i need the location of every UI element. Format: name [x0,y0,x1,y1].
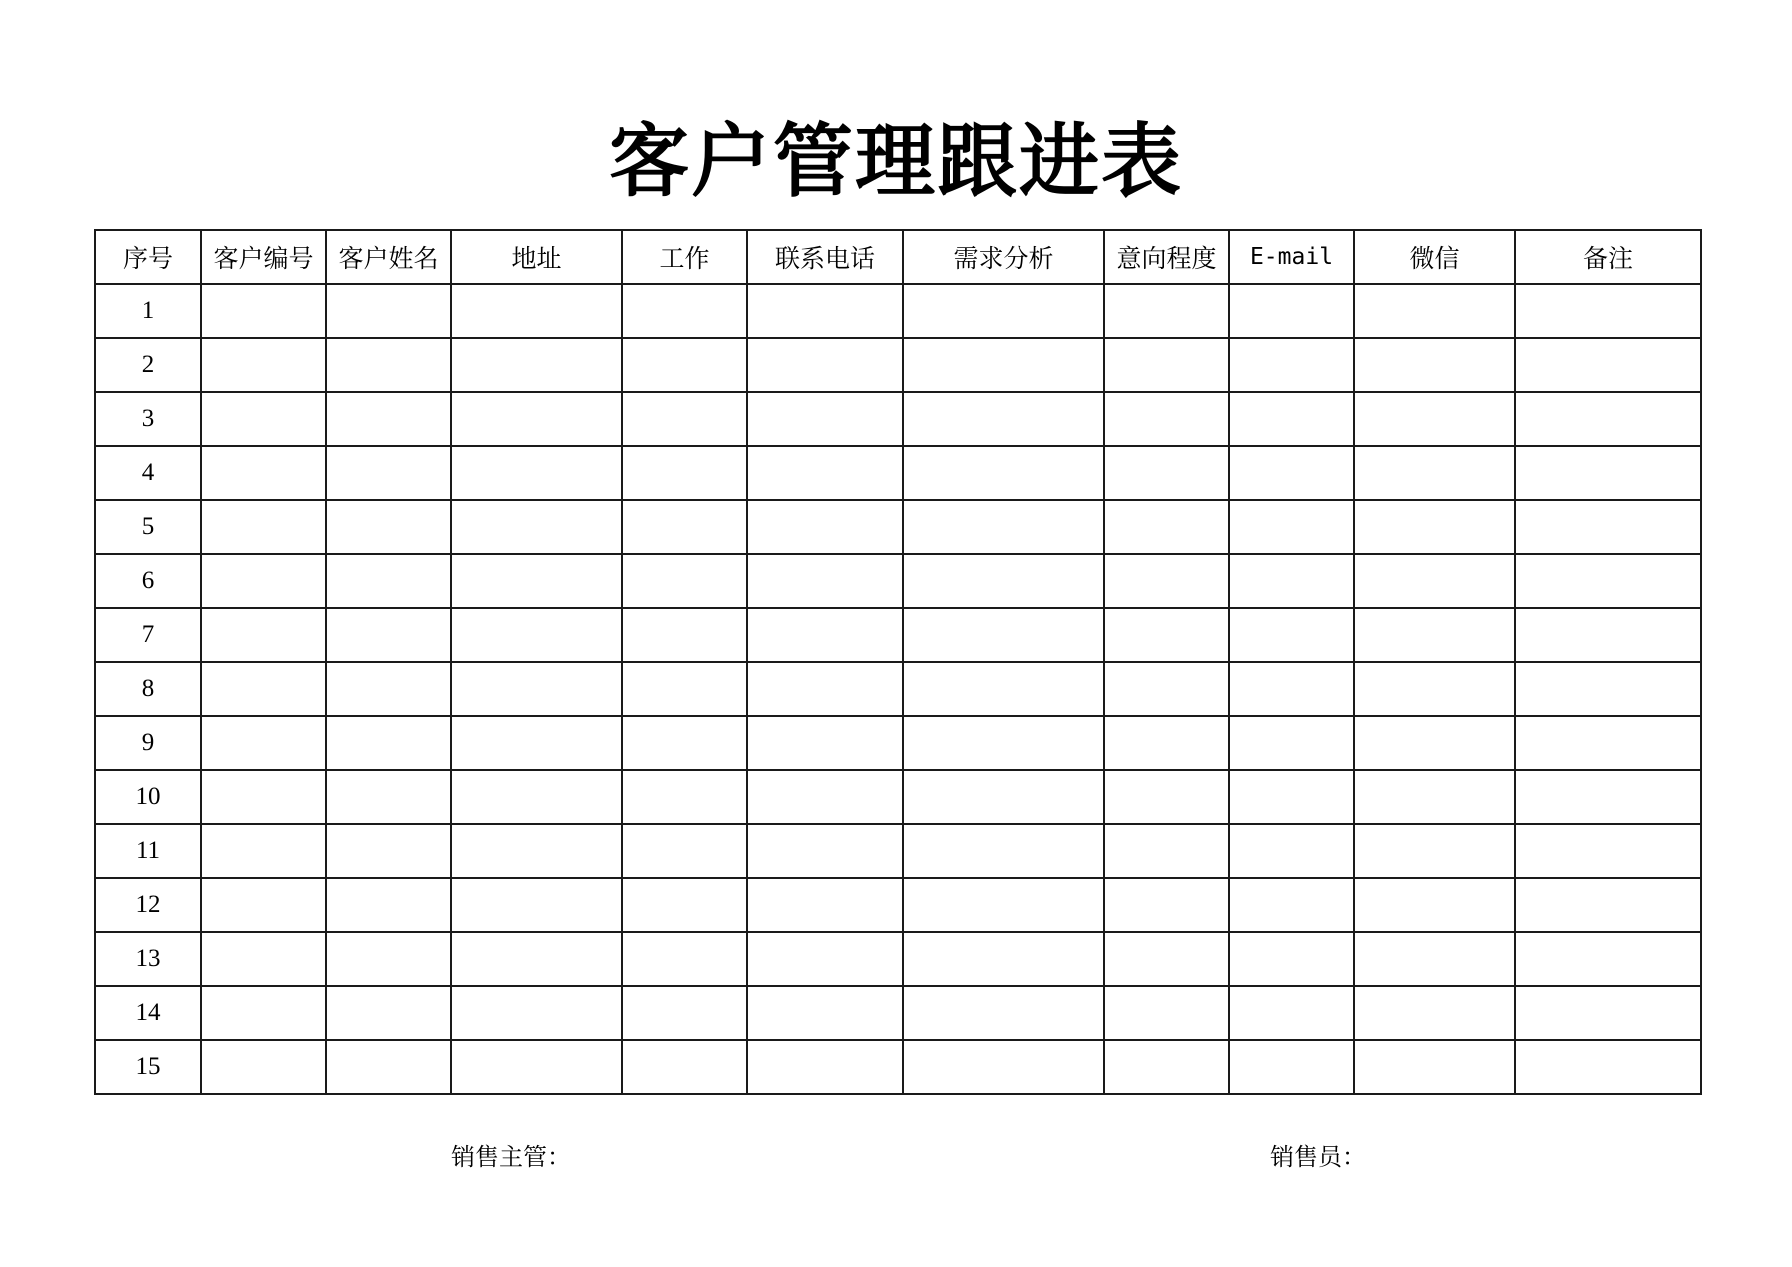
table-cell-empty[interactable] [1229,932,1354,986]
table-cell-empty[interactable] [1229,500,1354,554]
table-cell-empty[interactable] [622,986,747,1040]
table-cell-empty[interactable] [1515,716,1701,770]
row-number: 12 [95,878,201,932]
table-cell-empty[interactable] [326,608,451,662]
table-cell-empty[interactable] [201,1040,326,1094]
table-cell-empty[interactable] [1104,716,1229,770]
row-number: 8 [95,662,201,716]
table-cell-empty[interactable] [1354,446,1515,500]
sales-supervisor-label: 销售主管： [451,1143,571,1171]
table-row [95,878,1701,932]
table-row [95,554,1701,608]
table-cell-empty[interactable] [201,932,326,986]
table-cell-empty[interactable] [903,770,1104,824]
table-row [95,824,1701,878]
table-cell-empty[interactable] [326,446,451,500]
customer-tracking-table [94,229,1702,1095]
table-cell-empty[interactable] [1515,608,1701,662]
table-header-row [95,230,1701,284]
table-cell-empty[interactable] [622,770,747,824]
row-number: 9 [95,716,201,770]
table-cell-empty[interactable] [201,338,326,392]
table-cell-empty[interactable] [201,284,326,338]
table-row [95,500,1701,554]
table-cell-empty[interactable] [1229,878,1354,932]
column-header-notes: 备注 [1515,230,1701,284]
table-cell-empty[interactable] [1354,878,1515,932]
table-cell-empty[interactable] [1229,392,1354,446]
table-cell-empty[interactable] [1515,284,1701,338]
table-cell-empty[interactable] [1354,608,1515,662]
table-cell-empty[interactable] [903,608,1104,662]
table-cell-empty[interactable] [451,986,622,1040]
table-cell-empty[interactable] [1354,500,1515,554]
column-header-job: 工作 [622,230,747,284]
table-cell-empty[interactable] [622,1040,747,1094]
table-cell-empty[interactable] [326,932,451,986]
table-cell-empty[interactable] [326,878,451,932]
table-cell-empty[interactable] [1104,284,1229,338]
table-cell-empty[interactable] [747,878,903,932]
table-cell-empty[interactable] [1229,716,1354,770]
table-cell-empty[interactable] [1104,500,1229,554]
table-cell-empty[interactable] [1229,824,1354,878]
table-cell-empty[interactable] [903,554,1104,608]
row-number: 4 [95,446,201,500]
table-cell-empty[interactable] [201,554,326,608]
table-cell-empty[interactable] [1354,554,1515,608]
table-cell-empty[interactable] [326,716,451,770]
table-cell-empty[interactable] [1515,392,1701,446]
table-cell-empty[interactable] [1104,770,1229,824]
table-cell-empty[interactable] [1229,770,1354,824]
table-cell-empty[interactable] [747,446,903,500]
table-cell-empty[interactable] [201,770,326,824]
table-cell-empty[interactable] [747,716,903,770]
table-cell-empty[interactable] [903,1040,1104,1094]
table-cell-empty[interactable] [903,500,1104,554]
table-cell-empty[interactable] [903,662,1104,716]
table-row [95,716,1701,770]
table-cell-empty[interactable] [622,284,747,338]
table-cell-empty[interactable] [622,500,747,554]
table-cell-empty[interactable] [903,824,1104,878]
table-cell-empty[interactable] [326,824,451,878]
table-cell-empty[interactable] [747,770,903,824]
row-number: 2 [95,338,201,392]
row-number: 3 [95,392,201,446]
table-cell-empty[interactable] [201,608,326,662]
table-cell-empty[interactable] [622,662,747,716]
table-cell-empty[interactable] [451,284,622,338]
table-row [95,986,1701,1040]
table-cell-empty[interactable] [747,662,903,716]
salesperson-label: 销售员： [1270,1143,1366,1171]
table-body [95,284,1701,1094]
table-cell-empty[interactable] [1515,1040,1701,1094]
table-cell-empty[interactable] [747,338,903,392]
table-cell-empty[interactable] [201,824,326,878]
table-cell-empty[interactable] [747,1040,903,1094]
table-cell-empty[interactable] [451,500,622,554]
row-number: 13 [95,932,201,986]
table-cell-empty[interactable] [747,986,903,1040]
row-number: 6 [95,554,201,608]
table-cell-empty[interactable] [1229,1040,1354,1094]
table-cell-empty[interactable] [1515,932,1701,986]
table-cell-empty[interactable] [747,608,903,662]
table-row [95,338,1701,392]
table-cell-empty[interactable] [1515,770,1701,824]
column-header-phone: 联系电话 [747,230,903,284]
row-number: 5 [95,500,201,554]
table-cell-empty[interactable] [622,608,747,662]
table-row [95,608,1701,662]
table-cell-empty[interactable] [201,446,326,500]
table-cell-empty[interactable] [747,932,903,986]
table-cell-empty[interactable] [903,338,1104,392]
table-cell-empty[interactable] [1354,392,1515,446]
table-cell-empty[interactable] [622,716,747,770]
table-cell-empty[interactable] [1229,554,1354,608]
table-cell-empty[interactable] [1229,338,1354,392]
table-cell-empty[interactable] [622,392,747,446]
row-number: 7 [95,608,201,662]
table-cell-empty[interactable] [903,716,1104,770]
table-cell-empty[interactable] [903,446,1104,500]
table-cell-empty[interactable] [451,662,622,716]
table-cell-empty[interactable] [1104,554,1229,608]
table-cell-empty[interactable] [622,554,747,608]
table-cell-empty[interactable] [1515,662,1701,716]
table-cell-empty[interactable] [622,878,747,932]
table-row [95,932,1701,986]
table-cell-empty[interactable] [1354,986,1515,1040]
table-cell-empty[interactable] [903,878,1104,932]
table-row [95,284,1701,338]
table-cell-empty[interactable] [1354,716,1515,770]
table-cell-empty[interactable] [326,284,451,338]
table-cell-empty[interactable] [1515,338,1701,392]
table-cell-empty[interactable] [326,338,451,392]
table-cell-empty[interactable] [622,824,747,878]
table-cell-empty[interactable] [326,662,451,716]
table-cell-empty[interactable] [622,932,747,986]
table-cell-empty[interactable] [1515,446,1701,500]
row-number: 1 [95,284,201,338]
column-header-email: E-mail [1229,230,1354,284]
table-cell-empty[interactable] [201,662,326,716]
table-cell-empty[interactable] [622,446,747,500]
page-title: 客户管理跟进表 [609,115,1183,208]
table-cell-empty[interactable] [1104,608,1229,662]
table-cell-empty[interactable] [1354,1040,1515,1094]
table-cell-empty[interactable] [1104,662,1229,716]
table-cell-empty[interactable] [1229,662,1354,716]
table-cell-empty[interactable] [451,824,622,878]
table-cell-empty[interactable] [451,932,622,986]
table-cell-empty[interactable] [451,608,622,662]
table-cell-empty[interactable] [326,500,451,554]
table-cell-empty[interactable] [1104,392,1229,446]
table-cell-empty[interactable] [1354,770,1515,824]
table-cell-empty[interactable] [201,716,326,770]
table-cell-empty[interactable] [1515,986,1701,1040]
column-header-wechat: 微信 [1354,230,1515,284]
table-row [95,770,1701,824]
table-cell-empty[interactable] [201,500,326,554]
table-cell-empty[interactable] [1515,878,1701,932]
table-cell-empty[interactable] [1229,608,1354,662]
table-cell-empty[interactable] [903,986,1104,1040]
column-header-index: 序号 [95,230,201,284]
table-cell-empty[interactable] [1104,986,1229,1040]
table-cell-empty[interactable] [201,986,326,1040]
column-header-needs-analysis: 需求分析 [903,230,1104,284]
table-cell-empty[interactable] [1354,284,1515,338]
table-cell-empty[interactable] [451,554,622,608]
table-cell-empty[interactable] [1104,338,1229,392]
table-cell-empty[interactable] [1229,986,1354,1040]
table-cell-empty[interactable] [326,554,451,608]
column-header-address: 地址 [451,230,622,284]
table-cell-empty[interactable] [326,770,451,824]
table-row [95,1040,1701,1094]
table-cell-empty[interactable] [326,392,451,446]
table-cell-empty[interactable] [747,500,903,554]
table-cell-empty[interactable] [1104,1040,1229,1094]
table-cell-empty[interactable] [1104,932,1229,986]
table-cell-empty[interactable] [1354,824,1515,878]
table-cell-empty[interactable] [451,716,622,770]
table-cell-empty[interactable] [747,554,903,608]
table-cell-empty[interactable] [201,392,326,446]
table-cell-empty[interactable] [451,338,622,392]
table-cell-empty[interactable] [201,878,326,932]
row-number: 10 [95,770,201,824]
table-cell-empty[interactable] [1104,824,1229,878]
table-cell-empty[interactable] [451,392,622,446]
table-cell-empty[interactable] [1515,824,1701,878]
column-header-customer-id: 客户编号 [201,230,326,284]
table-cell-empty[interactable] [451,770,622,824]
table-cell-empty[interactable] [903,392,1104,446]
table-cell-empty[interactable] [747,824,903,878]
table-cell-empty[interactable] [622,338,747,392]
table-cell-empty[interactable] [1515,554,1701,608]
row-number: 15 [95,1040,201,1094]
table-cell-empty[interactable] [1229,446,1354,500]
table-cell-empty[interactable] [451,878,622,932]
column-header-customer-name: 客户姓名 [326,230,451,284]
table-cell-empty[interactable] [1354,662,1515,716]
table-cell-empty[interactable] [326,1040,451,1094]
table-cell-empty[interactable] [1104,878,1229,932]
table-row [95,446,1701,500]
table-cell-empty[interactable] [1354,338,1515,392]
table-cell-empty[interactable] [903,932,1104,986]
table-cell-empty[interactable] [1104,446,1229,500]
table-cell-empty[interactable] [451,1040,622,1094]
table-cell-empty[interactable] [1354,932,1515,986]
row-number: 14 [95,986,201,1040]
table-cell-empty[interactable] [747,392,903,446]
table-cell-empty[interactable] [903,284,1104,338]
table-cell-empty[interactable] [1515,500,1701,554]
table-cell-empty[interactable] [451,446,622,500]
table-cell-empty[interactable] [747,284,903,338]
table-row [95,662,1701,716]
table-cell-empty[interactable] [326,986,451,1040]
table-row [95,392,1701,446]
column-header-intent-level: 意向程度 [1104,230,1229,284]
row-number: 11 [95,824,201,878]
table-cell-empty[interactable] [1229,284,1354,338]
